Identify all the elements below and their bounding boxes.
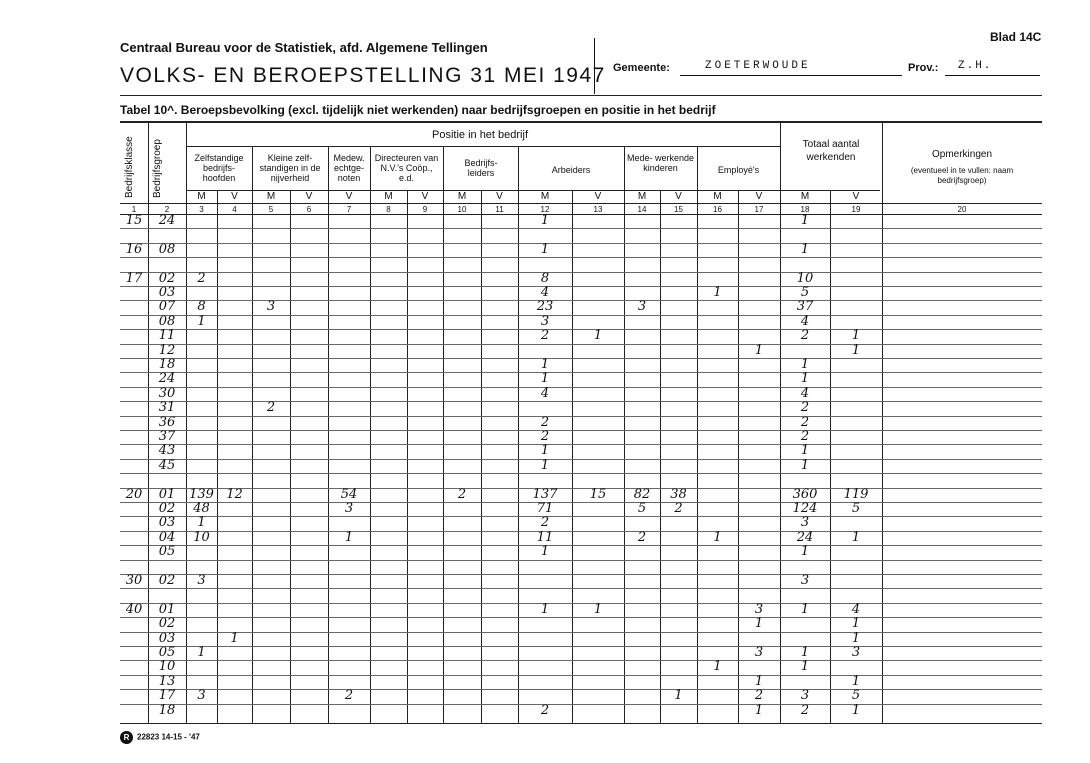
gemeente-value: ZOETERWOUDE (705, 60, 811, 72)
value-cell-col-19: 1 (851, 616, 861, 631)
value-cell-col-18: 1 (800, 602, 810, 617)
row-line (120, 502, 1042, 503)
zelfstandige-header: Zelfstandige bedrijfs- hoofden (194, 153, 244, 183)
value-cell-col-7: 54 (340, 487, 358, 502)
mv-label-col-5: M (266, 191, 276, 202)
column-number-19: 19 (851, 205, 861, 214)
column-number-5: 5 (268, 205, 274, 214)
positie-header: Positie in het bedrijf (432, 129, 528, 141)
row-line (120, 372, 1042, 373)
row-line (120, 646, 1042, 647)
employes-header: Employé's (717, 165, 760, 175)
column-number-11: 11 (495, 205, 504, 214)
bedrijfsgroep-cell: 43 (158, 443, 176, 458)
bedrijfsklasse-cell: 15 (125, 213, 143, 228)
split-leiders (481, 190, 482, 723)
mv-label-col-18: M (800, 191, 810, 202)
table-bottom-rule (120, 723, 1042, 724)
bedrijfsgroep-cell: 37 (158, 429, 176, 444)
province-label: Prov.: (908, 62, 939, 74)
value-cell-col-16: 1 (713, 285, 722, 300)
value-cell-col-12: 1 (540, 458, 550, 473)
mv-label-col-13: V (594, 191, 602, 202)
split-kleine (290, 190, 291, 723)
colnum-top-rule (120, 203, 1042, 204)
value-cell-col-19: 1 (851, 530, 861, 545)
row-line (120, 286, 1042, 287)
split-arbeiders (572, 190, 573, 723)
value-cell-col-18: 3 (800, 688, 810, 703)
value-cell-col-18: 1 (800, 443, 810, 458)
bedrijfsgroep-cell: 18 (158, 357, 176, 372)
value-cell-col-4: 1 (230, 631, 239, 646)
row-line (120, 315, 1042, 316)
value-cell-col-12: 1 (540, 443, 550, 458)
value-cell-col-12: 1 (540, 544, 550, 559)
value-cell-col-13: 1 (593, 602, 603, 617)
row-line (120, 228, 1042, 229)
header-divider (594, 38, 595, 94)
medew-header: Medew. echtge- noten (333, 153, 365, 183)
positie-underline-left (186, 146, 514, 147)
value-cell-col-12: 1 (540, 371, 550, 386)
vline-3 (252, 146, 253, 723)
value-cell-col-19: 1 (851, 674, 861, 689)
value-cell-col-13: 15 (589, 487, 607, 502)
mv-label-col-11: V (496, 191, 503, 202)
value-cell-col-12: 137 (532, 487, 558, 502)
bedrijfsgroep-cell: 08 (158, 314, 176, 329)
bedrijfsklasse-cell: 16 (125, 242, 143, 257)
bedrijfsgroep-cell: 05 (158, 645, 176, 660)
value-cell-col-18: 5 (800, 285, 810, 300)
column-number-3: 3 (199, 205, 204, 214)
value-cell-col-18: 3 (800, 573, 810, 588)
vline-4 (328, 146, 329, 723)
directeuren-header: Directeuren van N.V.'s Coöp., e.d. (374, 153, 439, 183)
table-top-rule (120, 121, 1042, 123)
value-cell-col-3: 10 (193, 530, 210, 545)
value-cell-col-16: 1 (713, 659, 722, 674)
print-footer (120, 731, 200, 744)
bedrijfsgroep-cell: 36 (158, 415, 176, 430)
mv-label-col-3: M (197, 191, 206, 202)
value-cell-col-3: 3 (197, 573, 206, 588)
row-line (120, 704, 1042, 705)
value-cell-col-18: 1 (800, 544, 810, 559)
value-cell-col-12: 8 (540, 271, 550, 286)
value-cell-col-18: 1 (800, 213, 810, 228)
bedrijfsgroep-cell: 04 (158, 530, 176, 545)
mv-label-col-14: M (637, 191, 647, 202)
mv-label-col-17: V (755, 191, 763, 202)
value-cell-col-12: 71 (536, 501, 554, 516)
split-medewerkende (660, 190, 661, 723)
column-number-12: 12 (540, 205, 550, 214)
column-number-20: 20 (957, 205, 967, 214)
value-cell-col-18: 1 (800, 458, 810, 473)
value-cell-col-17: 1 (754, 703, 764, 718)
column-number-1: 1 (131, 205, 137, 214)
value-cell-col-12: 4 (540, 386, 550, 401)
row-line (120, 516, 1042, 517)
value-cell-col-12: 23 (536, 299, 554, 314)
value-cell-col-10: 2 (457, 487, 467, 502)
bedrijfsgroep-cell: 24 (158, 371, 176, 386)
column-number-6: 6 (306, 205, 312, 214)
value-cell-col-13: 1 (593, 328, 603, 343)
row-line (120, 617, 1042, 618)
leiders-header: Bedrijfs- leiders (464, 158, 498, 178)
value-cell-col-19: 3 (851, 645, 861, 660)
row-line (120, 416, 1042, 417)
arbeiders-header: Arbeiders (551, 165, 591, 175)
bedrijfsklasse-header: Bedrijfsklasse (124, 136, 135, 198)
column-number-4: 4 (232, 205, 237, 214)
bedrijfsgroep-cell: 24 (158, 213, 176, 228)
column-number-17: 17 (754, 205, 764, 214)
mv-label-col-15: V (675, 191, 682, 202)
value-cell-col-18: 1 (800, 242, 810, 257)
print-code: 22823 14-15 - '47 (137, 732, 200, 742)
value-cell-col-14: 82 (633, 487, 651, 502)
totaal-header: Totaal aantal werkenden (802, 139, 860, 163)
row-line (120, 545, 1042, 546)
bedrijfsgroep-cell: 12 (158, 343, 176, 358)
gemeente-underline (680, 75, 902, 76)
row-line (120, 574, 1042, 575)
row-line (120, 358, 1042, 359)
bedrijfsgroep-cell: 03 (158, 631, 176, 646)
value-cell-col-12: 2 (540, 515, 550, 530)
row-line (120, 430, 1042, 431)
value-cell-col-19: 5 (851, 688, 861, 703)
value-cell-col-15: 2 (674, 501, 683, 516)
value-cell-col-12: 2 (540, 703, 550, 718)
value-cell-col-18: 37 (796, 299, 814, 314)
mv-label-col-10: M (457, 191, 467, 202)
value-cell-col-12: 2 (540, 415, 550, 430)
gemeente-label: Gemeente: (613, 62, 670, 74)
bedrijfsgroep-cell: 02 (158, 616, 176, 631)
bedrijfsgroep-cell: 31 (158, 400, 176, 415)
value-cell-col-18: 124 (792, 501, 818, 516)
mv-label-col-7: V (345, 191, 353, 202)
vline-9 (697, 146, 698, 723)
value-cell-col-14: 3 (637, 299, 647, 314)
value-cell-col-17: 1 (754, 616, 764, 631)
value-cell-col-18: 1 (800, 371, 810, 386)
bedrijfsgroep-header: Bedrijfsgroep (152, 139, 163, 198)
value-cell-col-18: 1 (800, 357, 810, 372)
bedrijfsgroep-cell: 18 (158, 703, 176, 718)
value-cell-col-14: 2 (637, 530, 647, 545)
value-cell-col-4: 12 (226, 487, 243, 502)
value-cell-col-5: 2 (266, 400, 276, 415)
value-cell-col-7: 3 (344, 501, 354, 516)
value-cell-col-12: 1 (540, 602, 550, 617)
opmerkingen-note: (eventueel in te vullen: naam bedrijfsgroep) (910, 166, 1014, 185)
value-cell-col-17: 1 (754, 343, 764, 358)
bedrijfsgroep-cell: 17 (158, 688, 176, 703)
split-directeuren (407, 190, 408, 723)
bedrijfsgroep-cell: 11 (158, 328, 176, 343)
bedrijfsgroep-cell: 07 (158, 299, 176, 314)
province-value: Z.H. (958, 60, 993, 72)
value-cell-col-3: 1 (197, 645, 206, 660)
row-line (120, 473, 1042, 474)
column-number-9: 9 (422, 205, 428, 214)
value-cell-col-12: 2 (540, 328, 550, 343)
mv-label-col-19: V (852, 191, 860, 202)
row-line (120, 531, 1042, 532)
row-line (120, 632, 1042, 633)
value-cell-col-19: 1 (851, 343, 861, 358)
value-cell-col-18: 2 (800, 328, 810, 343)
organization-name: Centraal Bureau voor de Statistiek, afd. Algemene Tellingen (120, 40, 488, 55)
value-cell-col-18: 4 (800, 386, 810, 401)
bedrijfsgroep-cell: 13 (158, 674, 176, 689)
row-line (120, 675, 1042, 676)
value-cell-col-15: 1 (674, 688, 683, 703)
bedrijfsgroep-cell: 02 (158, 501, 176, 516)
mv-label-col-8: M (384, 191, 393, 202)
bedrijfsgroep-cell: 03 (158, 515, 176, 530)
value-cell-col-18: 2 (800, 415, 810, 430)
value-cell-col-18: 3 (800, 515, 810, 530)
column-number-10: 10 (457, 205, 467, 214)
vline-5 (370, 146, 371, 723)
bedrijfsgroep-cell: 03 (158, 285, 176, 300)
value-cell-col-18: 2 (800, 703, 810, 718)
bedrijfsklasse-cell: 40 (125, 602, 143, 617)
value-cell-col-15: 38 (670, 487, 687, 502)
row-line (120, 660, 1042, 661)
value-cell-col-19: 1 (851, 631, 861, 646)
row-line (120, 272, 1042, 273)
row-line (120, 588, 1042, 589)
value-cell-col-18: 1 (800, 645, 810, 660)
value-cell-col-19: 1 (851, 703, 861, 718)
column-number-14: 14 (637, 205, 647, 214)
value-cell-col-12: 1 (540, 242, 550, 257)
header-rule (120, 95, 1042, 96)
province-underline (945, 75, 1040, 76)
sheet-number: Blad 14C (990, 30, 1042, 44)
column-number-16: 16 (713, 205, 722, 214)
value-cell-col-14: 5 (637, 501, 647, 516)
value-cell-col-17: 1 (754, 674, 764, 689)
value-cell-col-18: 24 (796, 530, 814, 545)
value-cell-col-12: 2 (540, 429, 550, 444)
row-line (120, 459, 1042, 460)
kleine-header: Kleine zelf- standigen in de nijverheid (259, 153, 321, 183)
value-cell-col-19: 119 (843, 487, 869, 502)
bedrijfsgroep-cell: 30 (158, 386, 176, 401)
table-title: Tabel 10^. Beroepsbevolking (excl. tijdelijk niet werkenden) naar bedrijfsgroepen en positie in het bedrijf (120, 103, 716, 117)
bedrijfsgroep-cell: 05 (158, 544, 176, 559)
mv-label-col-16: M (713, 191, 722, 202)
value-cell-col-19: 5 (851, 501, 861, 516)
value-cell-col-18: 2 (800, 429, 810, 444)
split-employes (738, 190, 739, 723)
value-cell-col-3: 48 (193, 501, 210, 516)
value-cell-col-12: 1 (540, 357, 550, 372)
bedrijfsgroep-cell: 01 (158, 602, 176, 617)
column-number-8: 8 (386, 205, 391, 214)
value-cell-col-19: 1 (851, 328, 861, 343)
bedrijfsgroep-cell: 02 (158, 573, 176, 588)
column-number-18: 18 (800, 205, 810, 214)
positie-underline-right (514, 146, 780, 147)
row-line (120, 243, 1042, 244)
value-cell-col-17: 3 (754, 645, 764, 660)
vline-6 (443, 146, 444, 723)
value-cell-col-18: 360 (792, 487, 818, 502)
value-cell-col-7: 2 (344, 688, 354, 703)
value-cell-col-19: 4 (851, 602, 861, 617)
value-cell-col-12: 4 (540, 285, 550, 300)
printer-mark-icon: R (120, 731, 133, 744)
column-number-13: 13 (593, 205, 603, 214)
value-cell-col-18: 1 (800, 659, 810, 674)
vline-8 (624, 146, 625, 723)
value-cell-col-18: 10 (796, 271, 814, 286)
bedrijfsgroep-cell: 10 (158, 659, 176, 674)
value-cell-col-12: 1 (540, 213, 550, 228)
value-cell-col-16: 1 (713, 530, 722, 545)
value-cell-col-18: 4 (800, 314, 810, 329)
value-cell-col-18: 2 (800, 400, 810, 415)
value-cell-col-17: 2 (754, 688, 764, 703)
bedrijfsgroep-cell: 45 (158, 458, 176, 473)
mv-label-col-4: V (231, 191, 238, 202)
bedrijfsgroep-cell: 01 (158, 487, 176, 502)
column-number-2: 2 (164, 205, 170, 214)
row-line (120, 387, 1042, 388)
row-line (120, 560, 1042, 561)
column-number-15: 15 (674, 205, 683, 214)
value-cell-col-12: 11 (536, 530, 554, 545)
bedrijfsklasse-cell: 30 (125, 573, 143, 588)
value-cell-col-3: 2 (197, 271, 206, 286)
bedrijfsgroep-cell: 08 (158, 242, 176, 257)
mv-label-col-6: V (305, 191, 313, 202)
value-cell-col-17: 3 (754, 602, 764, 617)
value-cell-col-3: 3 (197, 688, 206, 703)
mv-label-col-9: V (421, 191, 429, 202)
row-line (120, 689, 1042, 690)
bedrijfsklasse-cell: 17 (125, 271, 143, 286)
column-number-7: 7 (346, 205, 352, 214)
opmerkingen-header: Opmerkingen (931, 149, 993, 160)
value-cell-col-12: 3 (540, 314, 550, 329)
value-cell-col-3: 1 (197, 314, 206, 329)
row-line (120, 444, 1042, 445)
mv-label-col-12: M (540, 191, 550, 202)
row-line (120, 257, 1042, 258)
value-cell-col-3: 139 (189, 487, 214, 502)
bedrijfsklasse-cell: 20 (125, 487, 143, 502)
bedrijfsgroep-cell: 02 (158, 271, 176, 286)
value-cell-col-5: 3 (266, 299, 276, 314)
value-cell-col-3: 8 (197, 299, 206, 314)
census-title: VOLKS- EN BEROEPSTELLING 31 MEI 1947 (120, 64, 606, 87)
medewerkende-header: Mede- werkende kinderen (626, 153, 695, 173)
value-cell-col-7: 1 (344, 530, 354, 545)
row-line (120, 344, 1042, 345)
value-cell-col-3: 1 (197, 515, 206, 530)
